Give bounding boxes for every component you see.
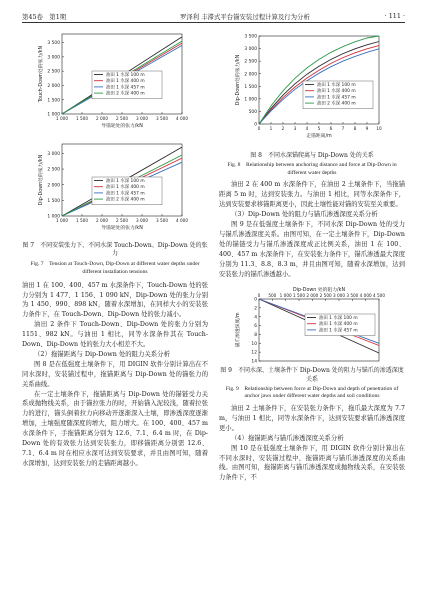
fig8-caption-en: Fig. 8 Relationship between anchoring distance and force at Dip-Down in different water depths [227, 162, 397, 176]
x-tick-label: 500 [268, 293, 277, 299]
x-axis-label: Dip-Down 处的阻力/kN [292, 288, 346, 294]
y-tick-label: 3 500 [244, 34, 257, 40]
x-tick-label: 9 [365, 126, 369, 131]
x-tick-label: 4 000 [176, 218, 188, 223]
y-tick-label: 0 [254, 122, 257, 128]
x-axis-label: 导锚轮处的张力/kN [101, 124, 143, 129]
left-paragraph-4: 在一定土壤条件下，拖锚距离与 Dip-Down 处的锚链受力关系成抛物线关系，由于锚拉张力的时，开始锚入泥较浅，随着拉张力的进行，锚头倒着拉力向移动开逐渐深入土壤，即渗透深度逐渐增加，土壤强度随深度的增大，阻力增大。在 100、400、457 m 水深条件下，手拖锚距离分别为 12.6、7.1、6.4 m 时，在 Dip-Down 处的有效张力达到安装张力，即移锚距离分别需 12.6、7.1、6.4 m 时在相应水深可达到安装要求，并且由图可知，随着水深增加，达到安装张力的走锚距离越小。 [22, 390, 208, 467]
legend-label: 油田 1 水深 457 m [317, 95, 356, 101]
y-tick-label: 2 500 [47, 167, 60, 173]
legend-label: 油田 1 水深 457 m [319, 328, 358, 334]
right-paragraph-4: 图 10 是在低强度土壤条件下，用 DIGIN 软件分别计算出在不同水深时，安装锚过程中，拖锚距离与锚爪渗透深度的关系曲线。由图可知，拖锚距离与锚爪渗透深度成抛物线关系，在安装张力条件下，不 [219, 444, 405, 482]
x-axis-label: 走锚距离/m [306, 134, 332, 139]
page-number: · 111 · [384, 12, 405, 20]
legend-label: 油田 2 水深 400 m [317, 101, 356, 107]
y-tick-label: 0 [254, 298, 257, 304]
y-tick-label: 10 [251, 342, 257, 348]
legend-label: 油田 1 水深 100 m [106, 179, 145, 184]
x-tick-label: 1 500 [76, 116, 88, 121]
section-heading-4: （4）拖锚距离与锚爪渗透深度关系分析 [231, 433, 344, 442]
legend-label: 油田 1 水深 457 m [106, 191, 145, 197]
article-running-title: 罗泽利 丰滞式平台锚安装过程计算及行为分析 [180, 13, 310, 21]
y-tick-label: 1 000 [47, 214, 60, 220]
fig9-chart [219, 283, 405, 365]
y-axis-label: Dip-Down处的张力/kN [39, 154, 44, 206]
y-tick-label: 4 [254, 315, 257, 321]
y-tick-label: 2 500 [244, 59, 257, 65]
y-tick-label: 1 000 [47, 112, 60, 118]
x-tick-label: 2 000 [306, 293, 319, 299]
fig8-chart [219, 28, 405, 150]
right-paragraph-2: 图 9 是在低强度土壤条件下，不同水深 Dip-Down 处的受力与锚爪渗透深度关系。由图可知，在一定土壤条件下，Dip-Down 处的锚链受力与锚爪渗透深度成正比例关系，油田 1 在 100、400、457 m 水深条件下，在安装张力条件下，锚爪渗透最大深度分别为 11.3、8.8、8.3 m，并且由图可知，随着水深增加，达到安装张力的锚爪渗透越小。 [219, 221, 405, 278]
y-axis-label: Dip-Down处的张力/kN [236, 54, 241, 106]
legend-label: 油田 1 水深 400 m [106, 185, 145, 191]
x-tick-label: 1 500 [293, 293, 305, 299]
series-line [259, 36, 379, 124]
x-tick-label: 7 [341, 126, 345, 131]
x-tick-label: 4 000 [359, 293, 372, 299]
x-tick-label: 2 000 [96, 116, 108, 121]
y-tick-label: 1 500 [47, 98, 60, 104]
x-tick-label: 3 500 [346, 293, 359, 299]
right-paragraph-1: 油田 2 在 400 m 水深条件下，在油田 2 土壤条件下，当拖锚距离 5 m 时，达到安装张力。与油田 1 相比，同等水深条件下，达到安装要求移锚距离更小，因此土壤性能对锚的安装至关重要。 [219, 181, 405, 209]
legend-label: 油田 2 水深 400 m [106, 91, 145, 97]
legend-label: 油田 2 水深 400 m [106, 197, 145, 203]
legend-label: 油田 1 水深 100 m [317, 83, 356, 88]
fig7-bottom-svg [22, 138, 208, 238]
right-column [219, 28, 405, 483]
legend-label: 油田 1 水深 457 m [106, 85, 145, 91]
x-tick-label: 4 000 [176, 116, 188, 121]
x-tick-label: 0 [257, 126, 261, 131]
y-tick-label: 3 000 [47, 55, 60, 61]
x-tick-label: 3 500 [156, 218, 168, 223]
x-tick-label: 3 000 [136, 218, 148, 223]
x-tick-label: 0 [257, 293, 261, 299]
x-tick-label: 1 500 [76, 218, 88, 223]
y-tick-label: 2 000 [47, 183, 60, 189]
y-tick-label: 500 [248, 110, 257, 116]
x-tick-label: 2 500 [319, 293, 332, 299]
x-tick-label: 1 000 [56, 218, 68, 223]
header-rule [22, 22, 405, 23]
legend-label: 油田 1 水深 400 m [106, 79, 145, 85]
x-axis-label: 导锚轮处的张力/kN [101, 226, 143, 231]
x-tick-label: 4 500 [373, 293, 385, 299]
fig8-caption-cn: 图 8 不同水深锚爬离与 Dip-Down 处的关系 [250, 152, 374, 159]
x-tick-label: 1 000 [56, 116, 68, 121]
y-tick-label: 1 000 [244, 97, 257, 103]
section-heading-2: （2）拖锚距离与 Dip-Down 处的阻力关系分析 [34, 349, 170, 358]
y-tick-label: 2 000 [244, 72, 257, 78]
y-tick-label: 2 [254, 306, 257, 312]
x-tick-label: 10 [376, 126, 382, 131]
journal-volume: 第45卷 第1期 [22, 13, 67, 21]
legend-label: 油田 1 水深 100 m [106, 73, 145, 78]
y-tick-label: 1 500 [47, 198, 60, 204]
fig9-svg [219, 283, 405, 365]
y-tick-label: 3 500 [47, 41, 60, 47]
right-paragraph-3: 油田 2 土壤条件下，在安装张力条件下，拖爪最大深度为 7.7 m，与油田 1 相比，同等水深条件下，达到安装要求锚爪渗透深度更小。 [219, 405, 405, 432]
fig8-svg [219, 28, 405, 150]
x-tick-label: 1 [269, 126, 273, 131]
left-paragraph-1: 油田 1 在 100、400、457 m 水深条件下，Touch-Down 处的张力分别为 1 477、1 156、1 090 kN，Dip-Down 处的张力分别为 1 450、990、898 kN，随着水深增加，在同样大小的安装张力条件下，在 Touch-Down、Dip-Down 处的张力减小。 [22, 281, 208, 319]
x-tick-label: 1 000 [279, 293, 292, 299]
x-tick-label: 3 500 [156, 116, 168, 121]
fig9-caption-en: Fig. 9 Relationship between force at Dip-Down and depth of penetration of anchor jaws under different water depths and soil conditions [225, 385, 399, 400]
x-tick-label: 6 [329, 126, 333, 131]
fig7-caption-cn: 图 7 不同安装张力下，不同水深 Touch-Down、Dip-Down 处的张力 [22, 242, 208, 258]
x-tick-label: 3 000 [333, 293, 345, 299]
x-tick-label: 2 500 [116, 116, 128, 121]
legend-label: 油田 1 水深 100 m [319, 316, 358, 322]
x-tick-label: 5 [317, 126, 321, 131]
x-tick-label: 2 500 [116, 218, 128, 223]
fig7-top-svg [22, 28, 208, 138]
y-axis-label: 锚爪渗透深度/m [236, 312, 241, 348]
y-tick-label: 2 000 [47, 84, 60, 90]
x-tick-label: 3 [293, 126, 297, 131]
x-tick-label: 2 000 [96, 218, 108, 223]
left-column [22, 28, 208, 469]
running-header [22, 8, 405, 24]
left-paragraph-2: 油田 2 条件下 Touch-Down、Dip-Down 处的张力分别为 1151、982 kN。与油田 1 相比，同等水深条件其在 Touch-Down、Dip-Down 处的张力大小相差不大。 [22, 321, 208, 349]
fig7-caption-en: Fig. 7 Tension at Touch-Down, Dip-Down at different water depths under different installation tensions [30, 261, 200, 275]
fig7-bottom-chart [22, 138, 208, 238]
y-tick-label: 8 [254, 333, 257, 339]
left-paragraph-3: 图 8 是在低强度土壤条件下，用 DIGIN 软件分别计算出在不同水深时，安装锚过程中，拖锚距离与 Dip-Down 处的锚张力的关系曲线。 [22, 360, 208, 388]
y-tick-label: 2 500 [47, 69, 60, 75]
y-tick-label: 3 000 [244, 47, 257, 53]
y-tick-label: 12 [251, 351, 257, 357]
y-tick-label: 3 000 [47, 151, 60, 157]
legend-label: 油田 1 水深 400 m [317, 89, 356, 95]
x-tick-label: 3 000 [136, 116, 148, 121]
x-tick-label: 8 [353, 126, 357, 131]
y-tick-label: 14 [251, 360, 257, 366]
fig9-caption-cn: 图 9 不同水深、土壤条件下 Dip-Down 处的阻力与锚爪的渗透深度关系 [220, 367, 404, 383]
plot-frame [259, 36, 379, 124]
legend-label: 油田 1 水深 400 m [319, 322, 358, 328]
y-tick-label: 1 500 [244, 84, 257, 90]
x-tick-label: 4 [305, 126, 309, 131]
section-heading-3: （3）Dip-Down 处的阻力与锚爪渗透深度关系分析 [231, 210, 378, 219]
x-tick-label: 2 [281, 126, 285, 131]
y-axis-label: Touch-Down处的张力/kN [39, 45, 44, 103]
y-tick-label: 6 [254, 324, 257, 330]
fig7-top-chart [22, 28, 208, 138]
